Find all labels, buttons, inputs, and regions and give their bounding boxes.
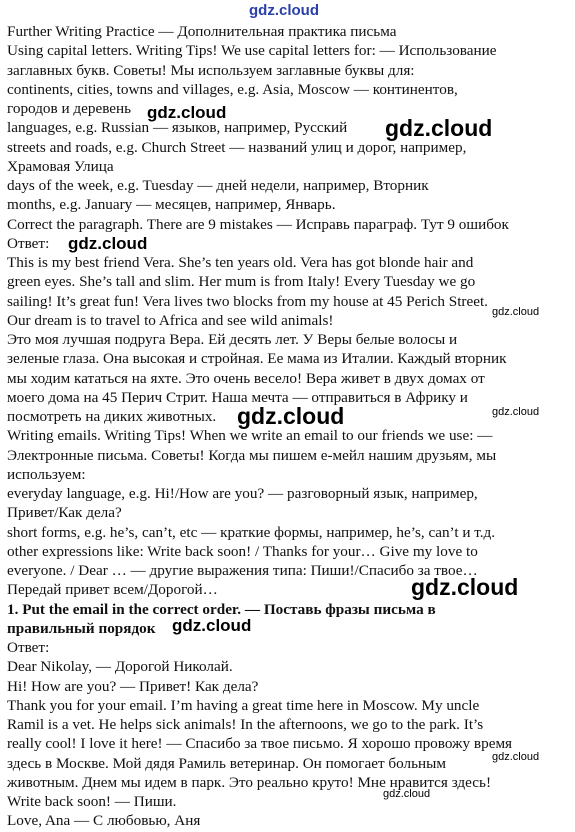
email-body-line-3: really cool! I love it here! — Спасибо за твое письмо. Я хорошо провожу время	[7, 735, 513, 753]
vera-translation-line-1: Это моя лучшая подруга Вера. Ей десять лет. У Веры белые волосы и	[7, 331, 458, 348]
watermark-overlay: gdz.cloud	[68, 234, 148, 253]
watermark-overlay: gdz.cloud	[237, 403, 345, 429]
correct-paragraph-task: Correct the paragraph. There are 9 mistakes — Исправь параграф. Тут 9 ошибок	[7, 215, 509, 233]
other-expressions-line-3: Передай привет всем/Дорогой…	[7, 581, 218, 599]
streets-rule-line-1: streets and roads, e.g. Church Street — названий улиц и дорог, например,	[7, 138, 467, 156]
months-rule: months, e.g. January — месяцев, например, Январь.	[7, 196, 336, 214]
exercise-1-title-line-2: правильный порядок	[7, 619, 156, 637]
email-body-line-4: здесь в Москве. Мой дядя Рамиль ветеринар. Он помогает больным	[7, 754, 446, 772]
capital-letters-tips-line-2: заглавных букв. Советы! Мы используем заглавные буквы для:	[7, 61, 415, 79]
vera-paragraph-line-2: green eyes. She’s tall and slim. Her mum is from Italy! Every Tuesday we go	[7, 273, 476, 291]
short-forms-line: short forms, e.g. he’s, can’t, etc — краткие формы, например, he’s, can’t и т.д.	[7, 523, 496, 541]
continents-rule-line-2: городов и деревень	[7, 100, 132, 117]
languages-rule: languages, e.g. Russian — языков, например, Русский	[7, 119, 348, 137]
watermark-overlay: gdz.cloud	[383, 788, 431, 800]
email-greeting: Dear Nikolay, — Дорогой Николай.	[7, 658, 233, 676]
writing-emails-tips-line-3: используем:	[7, 465, 86, 483]
watermark-overlay: gdz.cloud	[385, 115, 493, 141]
heading-further-writing-practice: Further Writing Practice — Дополнительная практика письма	[7, 23, 397, 40]
email-write-back-line: Write back soon! — Пиши.	[7, 793, 177, 810]
everyday-language-line-2: Привет/Как дела?	[7, 504, 122, 522]
streets-rule-line-2: Храмовая Улица	[7, 157, 114, 175]
email-body-line-5: животным. Днем мы идем в парк. Это реально круто! Мне нравится здесь!	[7, 773, 492, 791]
watermark-overlay: gdz.cloud	[492, 406, 540, 418]
watermark-overlay: gdz.cloud	[172, 616, 252, 635]
vera-paragraph-line-1: This is my best friend Vera. She’s ten years old. Vera has got blonde hair and	[7, 254, 474, 271]
watermark-overlay: gdz.cloud	[492, 306, 540, 318]
vera-paragraph-line-4: Our dream is to travel to Africa and see wild animals!	[7, 311, 334, 329]
email-hi-line: Hi! How are you? — Привет! Как дела?	[7, 677, 259, 695]
watermark-top: gdz.cloud	[249, 2, 319, 19]
vera-translation-line-5: посмотреть на диких животных.	[7, 408, 217, 425]
days-rule: days of the week, e.g. Tuesday — дней недели, например, Вторник	[7, 177, 429, 194]
email-signoff-line: Love, Ana — С любовью, Аня	[7, 812, 201, 830]
vera-paragraph-line-3: sailing! It’s great fun! Vera lives two blocks from my house at 45 Perich Street.	[7, 292, 488, 310]
writing-emails-tips-line-1: Writing emails. Writing Tips! When we write an email to our friends we use: —	[7, 427, 493, 445]
other-expressions-line-2: everyone. / Dear … — другие выражения типа: Пиши!/Спасибо за твое…	[7, 562, 478, 579]
other-expressions-line-1: other expressions like: Write back soon! / Thanks for your… Give my love to	[7, 542, 478, 560]
watermark-overlay: gdz.cloud	[411, 574, 519, 600]
vera-translation-line-4: моего дома на 45 Перич Стрит. Наша мечта — отправиться в Африку и	[7, 388, 468, 406]
capital-letters-tips-line-1: Using capital letters. Writing Tips! We use capital letters for: — Использование	[7, 42, 497, 60]
everyday-language-line-1: everyday language, e.g. Hi!/How are you? — разговорный язык, например,	[7, 485, 478, 502]
vera-translation-line-3: мы ходим кататься на яхте. Это очень весело! Вера живет в двух домах от	[7, 369, 485, 387]
answer-label: Ответ:	[7, 234, 50, 252]
exercise-1-title-line-1: 1. Put the email in the correct order. — Поставь фразы письма в	[7, 600, 436, 618]
watermark-overlay: gdz.cloud	[147, 103, 227, 122]
email-body-line-2: Ramil is a vet. He helps sick animals! In the afternoons, we go to the park. It’s	[7, 716, 484, 733]
continents-rule-line-1: continents, cities, towns and villages, e.g. Asia, Moscow — континентов,	[7, 80, 458, 98]
watermark-overlay: gdz.cloud	[492, 751, 540, 763]
writing-emails-tips-line-2: Электронные письма. Советы! Когда мы пишем е-мейл нашим друзьям, мы	[7, 446, 497, 464]
vera-translation-line-2: зеленые глаза. Она высокая и стройная. Ее мама из Италии. Каждый вторник	[7, 350, 507, 368]
email-body-line-1: Thank you for your email. I’m having a great time here in Moscow. My uncle	[7, 696, 480, 714]
answer-label-2: Ответ:	[7, 639, 50, 656]
